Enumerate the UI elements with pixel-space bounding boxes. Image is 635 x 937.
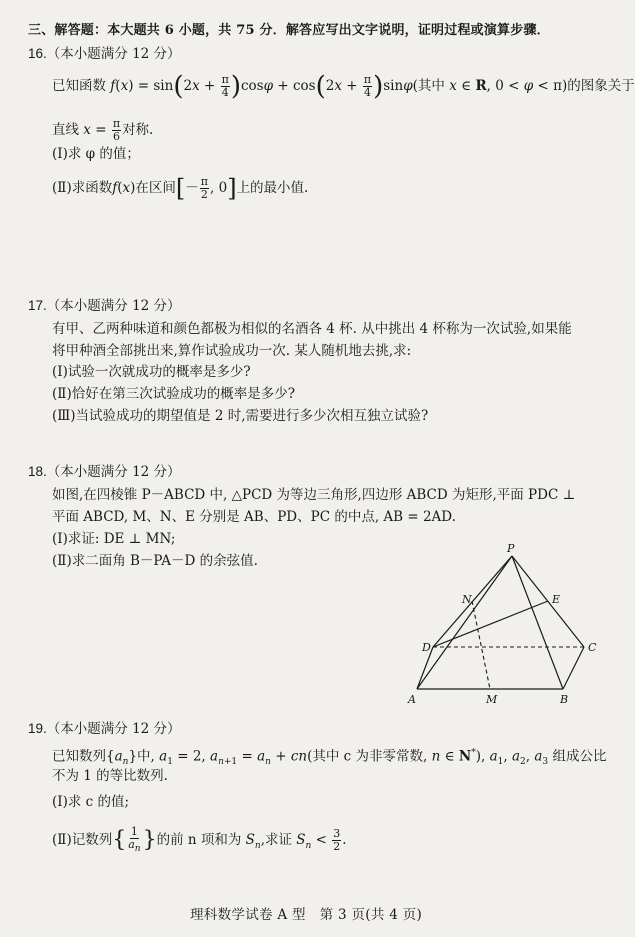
q18-part2: (Ⅱ)求二面角 B－PA－D 的余弦值. [52, 553, 258, 569]
q16-line1-b: (其中 [412, 78, 445, 94]
q17-part2: (Ⅱ)恰好在第三次试验成功的概率是多少? [52, 386, 295, 402]
q17-part3: (Ⅲ)当试验成功的期望值是 2 时,需要进行多少次相互独立试验? [52, 408, 429, 424]
section-header: 三、解答题：本大题共 6 小题，共 75 分．解答应写出文字说明，证明过程或演算步骤． [28, 23, 550, 38]
q19-number: 19. [28, 721, 47, 736]
q19-line1: 已知数列$\{a_n\}$中, $a_1 = 2$, $a_{n+1} = a_n + cn$(其中 c 为非零常数, n ∈ N*), $a_1$, $a_2$, $a_3$ 组成公比 [52, 748, 607, 768]
pyramid-figure [400, 540, 610, 710]
q19-line2: 不为 1 的等比数列. [52, 768, 168, 784]
q18-number: 18. [28, 464, 47, 479]
q19-part2: (Ⅱ)记数列{ $\frac{1}{a_n}$ }的前 n 项和为 $S_n$,求证 $S_n$ < $\frac{3}{2}$ . [52, 825, 347, 855]
q16-line2: 直线 x = $\frac{\pi}{6}$ 对称. [52, 117, 154, 143]
q16-part1: (Ⅰ)求 φ 的值； [52, 146, 140, 162]
q19-line1-d: 组成公比 [552, 748, 607, 765]
label-E: E [552, 593, 561, 606]
label-B: B [560, 693, 569, 706]
page-footer: 理科数学试卷 A 型 第 3 页(共 4 页) [190, 907, 423, 923]
q17-part1: (Ⅰ)试验一次就成功的概率是多少? [52, 364, 251, 380]
q16-line2-b: 对称. [122, 122, 154, 138]
q17-line2: 将甲种酒全部挑出来,算作试验成功一次. 某人随机地去挑,求: [52, 343, 412, 359]
label-D: D [422, 641, 431, 654]
q18-heading [28, 463, 181, 481]
q16-line2-a: 直线 [52, 122, 79, 138]
q16-number: 16. [28, 46, 47, 61]
label-M: M [486, 693, 498, 706]
q16-line1: 已知函数 f(x) = sin(2x + $\frac{\pi}{4}$ )cosφ + cos(2x + $\frac{\pi}{4}$ )sinφ(其中 x ∈ R, 0 < φ < π)的图象关于 [52, 71, 635, 102]
q19-line1-c: (其中 c 为非零常数, [307, 748, 428, 765]
q17-heading [28, 297, 181, 315]
q19-line1-b: 中, [137, 748, 155, 765]
q16-part2: (Ⅱ)求函数f(x)在区间[－ $\frac{\pi}{2}$ , 0]上的最小值. [52, 174, 309, 203]
q19-part2-a: (Ⅱ)记数列 [52, 832, 113, 849]
q19-line1-a: 已知数列 [52, 748, 106, 765]
q18-line2: 平面 ABCD, M、N、E 分别是 AB、PD、PC 的中点, AB = 2AD. [52, 509, 456, 525]
q18-line1: 如图,在四棱锥 P－ABCD 中, △PCD 为等边三角形,四边形 ABCD 为矩形,平面 PDC ⊥ [52, 487, 576, 503]
q16-part2-b: 在区间 [135, 180, 176, 196]
label-A: A [408, 693, 416, 706]
q16-heading [28, 45, 181, 63]
label-N: N [462, 593, 472, 606]
label-C: C [588, 641, 597, 654]
q19-part1: (Ⅰ)求 c 的值; [52, 794, 130, 810]
q16-line1-c: )的图象关于 [561, 78, 635, 94]
q17-line1: 有甲、乙两种味道和颜色都极为相似的名酒各 4 杯. 从中挑出 4 杯称为一次试验,如果能 [52, 321, 572, 337]
q16-part2-a: (Ⅱ)求函数 [52, 180, 113, 196]
q19-part2-c: ,求证 [260, 832, 292, 849]
q16-credit: （本小题满分 12 分） [46, 46, 181, 62]
q17-credit: （本小题满分 12 分） [46, 298, 181, 314]
q16-part2-c: 上的最小值. [236, 180, 309, 196]
q19-credit: （本小题满分 12 分） [46, 721, 181, 737]
q19-heading [28, 720, 181, 738]
q18-part1: (Ⅰ)求证: DE ⊥ MN; [52, 531, 176, 547]
q19-part2-b: 的前 n 项和为 [156, 832, 242, 849]
q18-credit: （本小题满分 12 分） [46, 464, 181, 480]
label-P: P [507, 542, 515, 555]
q16-line1-a: 已知函数 [52, 78, 106, 94]
q17-number: 17. [28, 298, 47, 313]
